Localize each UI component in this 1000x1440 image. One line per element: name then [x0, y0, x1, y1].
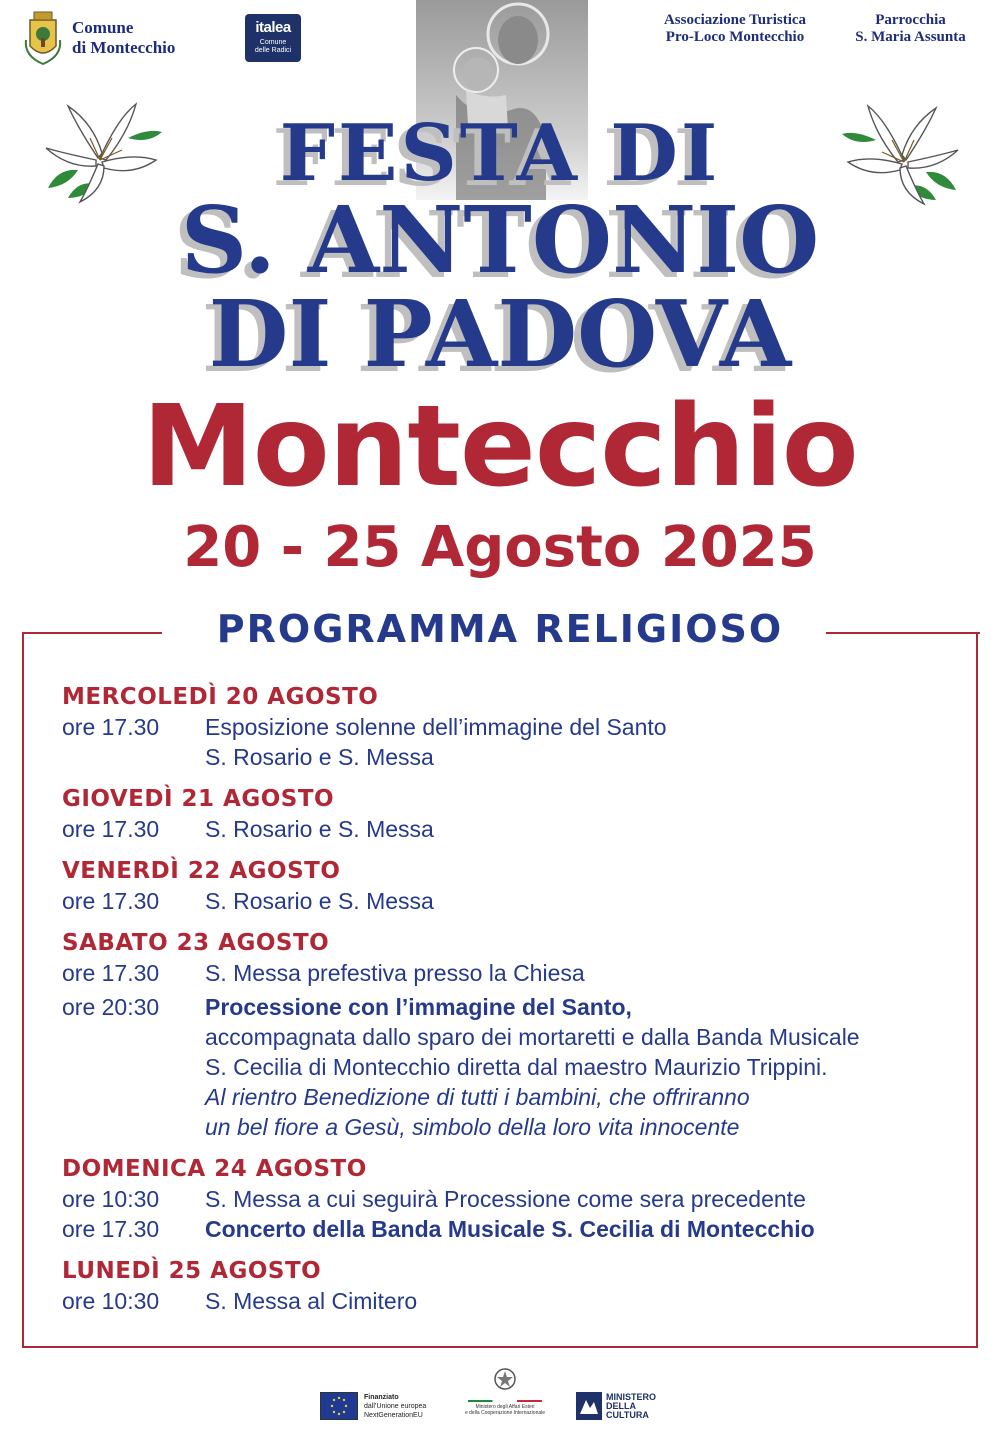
event-description: Processione con l’immagine del Santo,: [205, 994, 632, 1020]
event-description: S. Rosario e S. Messa: [205, 888, 434, 914]
event-time: ore 17.30: [62, 816, 160, 842]
proloco-credit: [640, 12, 830, 46]
event-description: Esposizione solenne dell’immagine del Santo: [205, 714, 667, 740]
mic-line-1: MINISTERO: [606, 1391, 657, 1402]
event-description: S. Rosario e S. Messa: [205, 744, 434, 770]
mae-line-2: e della Cooperazione Internazionale: [464, 1410, 546, 1416]
event-time: ore 17.30: [62, 888, 160, 914]
event-description: accompagnata dallo sparo dei mortaretti e dalla Banda Musicale: [205, 1024, 860, 1050]
event-time: ore 17.30: [62, 714, 160, 740]
eu-funding-logo: [320, 1392, 426, 1420]
event-time: ore 10:30: [62, 1288, 160, 1314]
event-item: [62, 992, 962, 1142]
comune-line-1: Comune: [72, 18, 134, 37]
event-item: [62, 814, 962, 844]
event-description: S. Rosario e S. Messa: [205, 816, 434, 842]
event-time: ore 20:30: [62, 994, 160, 1020]
parish-line-2: S. Maria Assunta: [855, 29, 966, 45]
event-description: Concerto della Banda Musicale S. Cecilia di Montecchio: [205, 1216, 815, 1242]
parish-credit: [838, 12, 983, 46]
event-description: S. Messa a cui seguirà Processione come sera precedente: [205, 1186, 806, 1212]
italian-emblem-icon: [492, 1366, 518, 1394]
event-description: S. Messa al Cimitero: [205, 1288, 418, 1314]
italea-wordmark: italea: [255, 19, 291, 36]
proloco-line-1: Associazione Turistica: [663, 12, 807, 28]
event-time: ore 10:30: [62, 1186, 160, 1212]
coat-of-arms-icon: [22, 10, 64, 66]
event-description: S. Messa prefestiva presso la Chiesa: [205, 960, 585, 986]
event-item: [62, 1214, 962, 1244]
event-description: Al rientro Benedizione di tutti i bambini, che offriranno: [205, 1084, 750, 1110]
italea-sub-1: Comune: [259, 39, 287, 46]
day-heading: VENERDÌ 22 AGOSTO: [62, 858, 341, 884]
event-description: S. Cecilia di Montecchio diretta dal maestro Maurizio Trippini.: [205, 1054, 828, 1080]
day-heading: GIOVEDÌ 21 AGOSTO: [62, 786, 335, 812]
event-time: ore 17.30: [62, 1216, 160, 1242]
day-heading: LUNEDÌ 25 AGOSTO: [62, 1258, 322, 1284]
foreign-ministry-logo: [460, 1366, 550, 1416]
title-line-1: FESTA DI: [279, 108, 721, 199]
day-heading: SABATO 23 AGOSTO: [62, 930, 330, 956]
event-dates: 20 - 25 Agosto 2025: [183, 515, 817, 580]
eu-line-3: NextGenerationEU: [364, 1411, 423, 1419]
comune-line-2: di Montecchio: [72, 38, 176, 57]
event-description: un bel fiore a Gesù, simbolo della loro vita innocente: [205, 1114, 740, 1140]
mic-logo-icon: [576, 1392, 602, 1420]
italea-sub-2: delle Radici: [254, 47, 292, 54]
event-item: [62, 958, 962, 988]
program-heading: PROGRAMMA RELIGIOSO: [216, 607, 784, 651]
event-item: [62, 1286, 962, 1316]
event-item: [62, 712, 962, 772]
program-list: [62, 682, 962, 1316]
title-line-3: DI PADOVA: [208, 280, 792, 388]
day-heading: DOMENICA 24 AGOSTO: [62, 1156, 367, 1182]
mic-line-3: CULTURA: [606, 1409, 649, 1420]
proloco-line-2: Pro-Loco Montecchio: [665, 29, 805, 45]
mic-line-2: DELLA: [606, 1400, 636, 1411]
culture-ministry-logo: [576, 1392, 656, 1420]
comune-logo: [22, 10, 175, 66]
eu-line-2: dall’Unione europea: [364, 1402, 427, 1410]
italea-logo: [245, 14, 301, 62]
mae-line-1: Ministero degli Affari Esteri: [475, 1404, 535, 1410]
eu-line-1: Finanziato: [364, 1393, 399, 1401]
parish-line-1: Parrocchia: [875, 12, 946, 28]
event-item: [62, 886, 962, 916]
event-time: ore 17.30: [62, 960, 160, 986]
title-line-2: S. ANTONIO: [180, 186, 820, 294]
event-item: [62, 1184, 962, 1214]
day-heading: MERCOLEDÌ 20 AGOSTO: [62, 684, 379, 710]
eu-flag-icon: [320, 1392, 358, 1420]
place-name: Montecchio: [142, 382, 858, 512]
